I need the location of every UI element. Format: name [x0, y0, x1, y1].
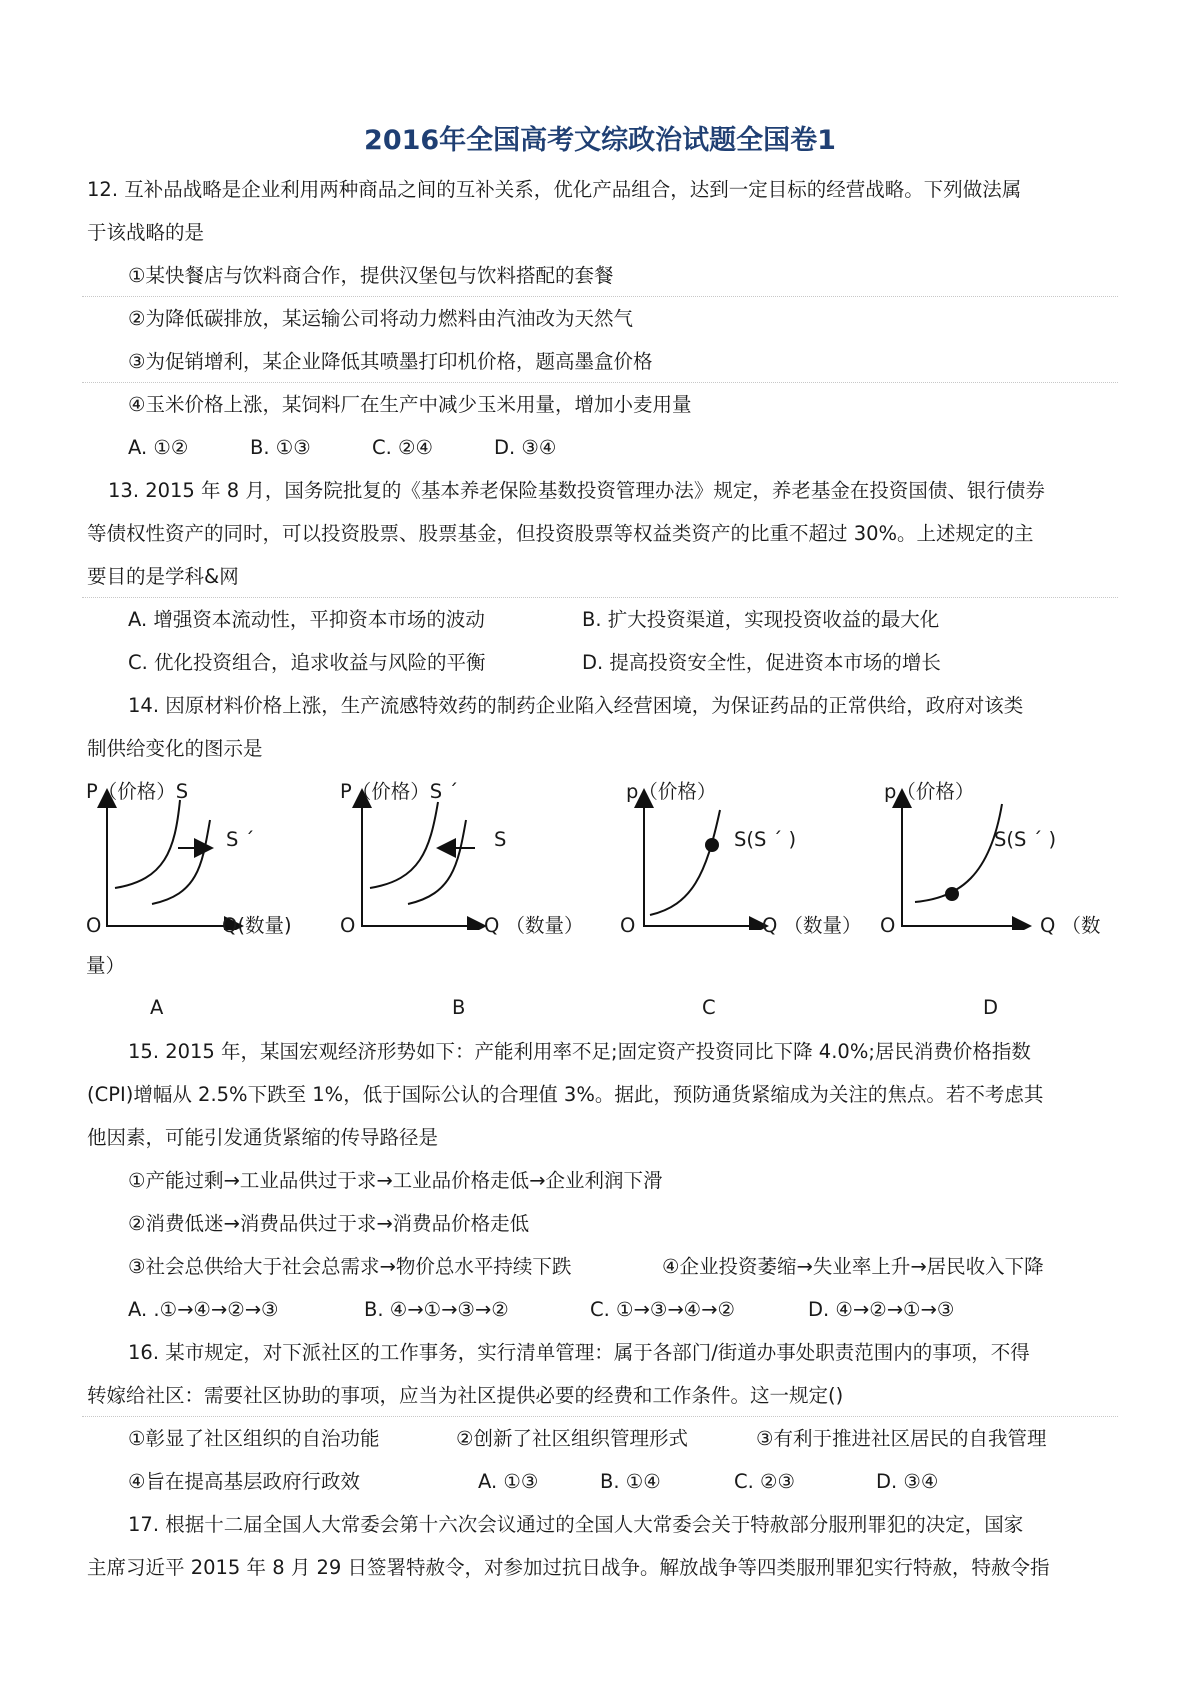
q15-option-4: ④企业投资萎缩→失业率上升→居民收入下降: [662, 1255, 1044, 1278]
q16-option-3: ③有利于推进社区居民的自我管理: [756, 1427, 1047, 1450]
graph-c-caption: C: [702, 996, 716, 1019]
q12-choice-b: B. ①③: [250, 436, 311, 459]
q15-line-2: (CPI)增幅从 2.5%下跌至 1%，低于国际公认的合理值 3%。据此，预防通货紧缩成为关注的焦点。若不考虑其: [87, 1083, 1044, 1106]
supply-curve-s-prime: [370, 802, 438, 888]
q13-choice-c: C. 优化投资组合，追求收益与风险的平衡: [128, 651, 486, 674]
graph-d-caption: D: [983, 996, 999, 1019]
q15-line-1: 15. 2015 年，某国宏观经济形势如下：产能利用率不足;固定资产投资同比下降 4.0%;居民消费价格指数: [128, 1040, 1031, 1063]
q15-option-3: ③社会总供给大于社会总需求→物价总水平持续下跌: [128, 1255, 572, 1278]
q12-line-2: 于该战略的是: [87, 221, 205, 244]
graph-b-y-label: P（价格）S ´: [340, 780, 459, 803]
supply-curve-s-prime: [152, 820, 210, 904]
graph-d-x-label: Q （数: [1040, 914, 1101, 937]
graph-c-x-label: Q （数量）: [762, 914, 862, 937]
q13-choice-d: D. 提高投资安全性，促进资本市场的增长: [582, 651, 941, 674]
q12-choice-c: C. ②④: [372, 436, 433, 459]
graph-b-origin: O: [340, 914, 356, 937]
q15-choice-c: C. ①→③→④→②: [590, 1298, 735, 1321]
graph-a-plot: [80, 780, 310, 930]
q17-line-2: 主席习近平 2015 年 8 月 29 日签署特赦令，对参加过抗日战争。解放战争等四类服刑罪犯实行特赦，特赦令指: [87, 1556, 1050, 1579]
supply-curve: [915, 804, 1002, 902]
q16-option-1: ①彰显了社区组织的自治功能: [128, 1427, 380, 1450]
q16-choice-a: A. ①③: [478, 1470, 539, 1493]
q12-choice-a: A. ①②: [128, 436, 189, 459]
supply-curve: [650, 810, 720, 915]
q13-line-1: 13. 2015 年 8 月，国务院批复的《基本养老保险基数投资管理办法》规定，养老基金在投资国债、银行债券: [108, 479, 1045, 502]
graph-d-curve-label: S(S ´ ): [994, 828, 1057, 851]
dotted-divider: [82, 296, 1118, 297]
q16-choice-b: B. ①④: [600, 1470, 661, 1493]
dotted-divider: [82, 1416, 1118, 1417]
q14-line-2: 制供给变化的图示是: [87, 737, 263, 760]
q16-line-1: 16. 某市规定，对下派社区的工作事务，实行清单管理：属于各部门/街道办事处职责范围内的事项，不得: [128, 1341, 1030, 1364]
graph-a-origin: O: [86, 914, 102, 937]
dotted-divider: [82, 597, 1118, 598]
graph-a-curve-label: S ´: [226, 828, 255, 851]
q15-option-2: ②消费低迷→消费品供过于求→消费品价格走低: [128, 1212, 530, 1235]
q12-choice-d: D. ③④: [494, 436, 557, 459]
graph-a-caption: A: [150, 996, 164, 1019]
dotted-divider: [82, 382, 1118, 383]
graph-b-curve-label: S: [494, 828, 507, 851]
q12-option-1: ①某快餐店与饮料商合作，提供汉堡包与饮料搭配的套餐: [128, 264, 614, 287]
q16-option-4: ④旨在提高基层政府行政效: [128, 1470, 360, 1493]
q16-line-2: 转嫁给社区：需要社区协助的事项，应当为社区提供必要的经费和工作条件。这一规定(): [87, 1384, 844, 1407]
page-title: 2016年全国高考文综政治试题全国卷1: [364, 125, 836, 156]
graph-d-plot: [880, 780, 1110, 930]
q15-choice-a: A. .①→④→②→③: [128, 1298, 279, 1321]
q13-line-2: 等债权性资产的同时，可以投资股票、股票基金，但投资股票等权益类资产的比重不超过 30%。上述规定的主: [87, 522, 1034, 545]
q16-choice-d: D. ③④: [876, 1470, 939, 1493]
supply-curve-s: [408, 820, 466, 904]
graph-d-origin: O: [880, 914, 896, 937]
supply-curve-s: [115, 800, 180, 888]
equilibrium-point: [705, 838, 719, 852]
q15-option-1: ①产能过剩→工业品供过于求→工业品价格走低→企业利润下滑: [128, 1169, 663, 1192]
graph-c-origin: O: [620, 914, 636, 937]
q12-option-2: ②为降低碳排放，某运输公司将动力燃料由汽油改为天然气: [128, 307, 633, 330]
q15-choice-b: B. ④→①→③→②: [364, 1298, 509, 1321]
q14-line-1: 14. 因原材料价格上涨，生产流感特效药的制药企业陷入经营困境，为保证药品的正常供给，政府对该类: [128, 694, 1024, 717]
q12-line-1: 12. 互补品战略是企业利用两种商品之间的互补关系，优化产品组合，达到一定目标的经营战略。下列做法属: [87, 178, 1022, 201]
q15-line-3: 他因素，可能引发通货紧缩的传导路径是: [87, 1126, 439, 1149]
graph-x-label-wrap: 量）: [86, 954, 126, 977]
graph-c-curve-label: S(S ´ ): [734, 828, 797, 851]
q13-choice-a: A. 增强资本流动性，平抑资本市场的波动: [128, 608, 485, 631]
graph-c-plot: [622, 780, 852, 930]
graph-b-x-label: Q （数量）: [484, 914, 584, 937]
graph-a-y-label: P（价格）S: [86, 780, 189, 803]
equilibrium-point: [945, 887, 959, 901]
graph-b-caption: B: [452, 996, 466, 1019]
q15-choice-d: D. ④→②→①→③: [808, 1298, 955, 1321]
q13-choice-b: B. 扩大投资渠道，实现投资收益的最大化: [582, 608, 940, 631]
graph-a-x-label: Q(数量): [222, 914, 292, 937]
q16-choice-c: C. ②③: [734, 1470, 795, 1493]
graph-d-y-label: p（价格）: [884, 780, 975, 803]
q12-option-3: ③为促销增利，某企业降低其喷墨打印机价格，题高墨盒价格: [128, 350, 653, 373]
graph-c-y-label: p（价格）: [626, 780, 717, 803]
q16-option-2: ②创新了社区组织管理形式: [456, 1427, 688, 1450]
q17-line-1: 17. 根据十二届全国人大常委会第十六次会议通过的全国人大常委会关于特赦部分服刑罪犯的决定，国家: [128, 1513, 1024, 1536]
graph-b-plot: [340, 780, 570, 930]
q12-option-4: ④玉米价格上涨，某饲料厂在生产中减少玉米用量，增加小麦用量: [128, 393, 692, 416]
q13-line-3: 要目的是学科&网: [87, 565, 239, 588]
